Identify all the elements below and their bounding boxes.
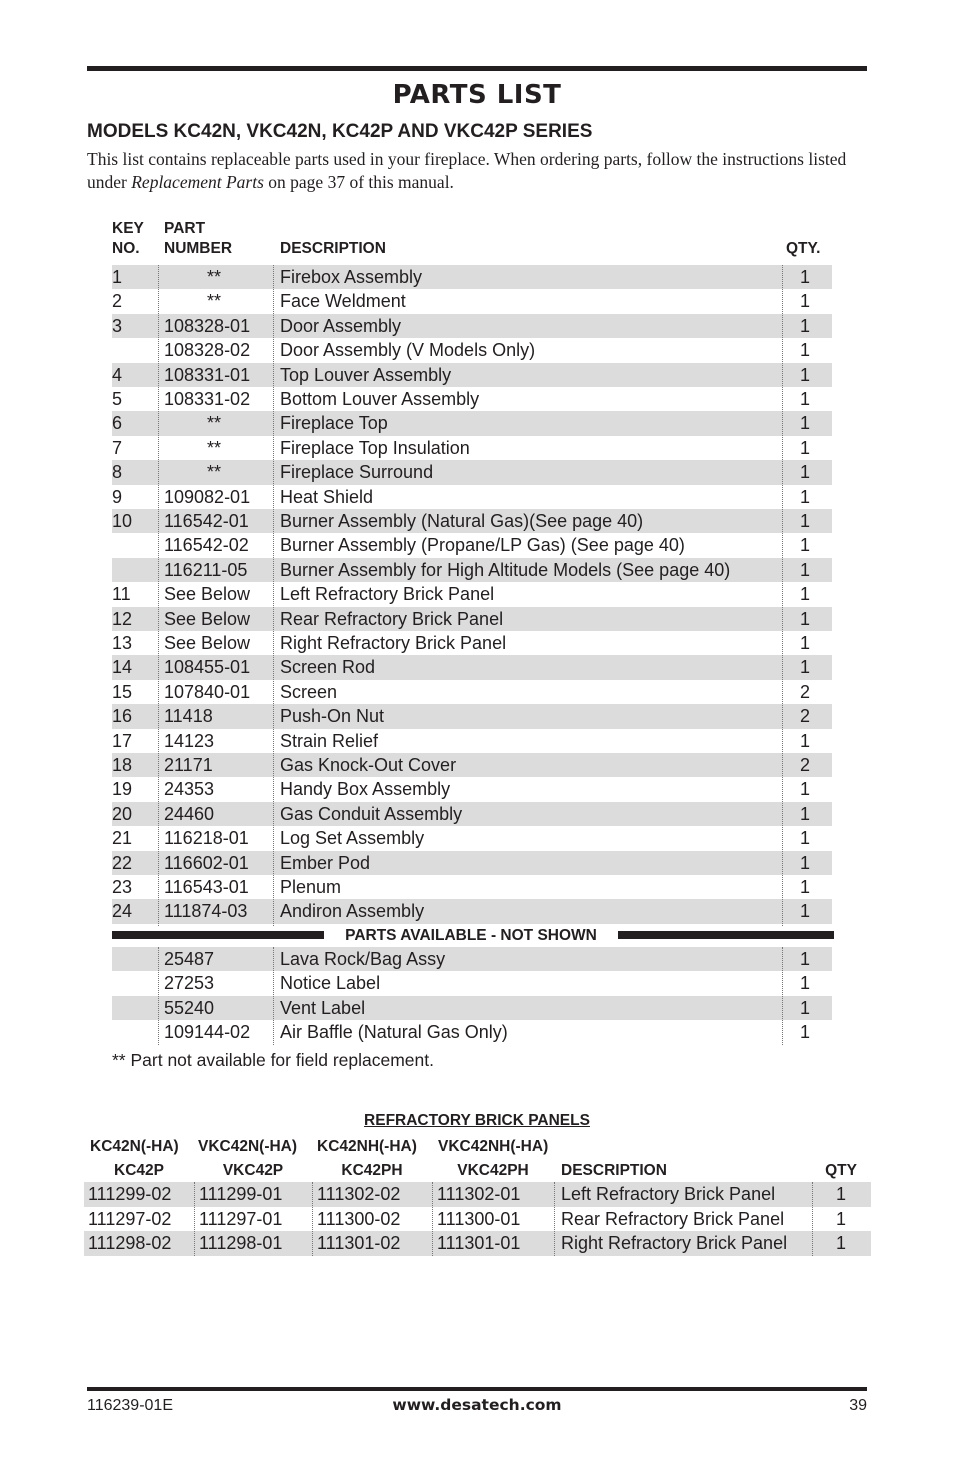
description: Strain Relief [280, 730, 379, 751]
quantity: 2 [799, 681, 810, 702]
key-number: 9 [112, 486, 123, 507]
part-number: 109082-01 [164, 486, 251, 507]
table-row [112, 265, 832, 289]
quantity: 1 [799, 730, 810, 751]
description: Heat Shield [280, 486, 374, 507]
part-number: See Below [164, 608, 251, 629]
column-divider [782, 265, 783, 926]
quantity: 1 [799, 486, 810, 507]
table-row [112, 533, 832, 557]
part-number: ** [206, 267, 221, 287]
table-row [112, 875, 832, 899]
part-number: 111302-01 [437, 1184, 521, 1204]
intro-text-end: on page 37 of this manual. [263, 172, 454, 192]
quantity: 1 [799, 559, 810, 580]
part-number: 21171 [164, 755, 213, 775]
column-divider [782, 947, 783, 1045]
part-number: 111300-01 [437, 1208, 521, 1229]
quantity: 1 [799, 267, 810, 287]
key-number: 23 [112, 877, 133, 897]
part-number: 111298-01 [199, 1233, 283, 1253]
part-number: 107840-01 [164, 681, 251, 702]
key-number: 2 [112, 291, 123, 312]
bottom-rule [87, 1387, 867, 1391]
description: Push-On Nut [280, 706, 385, 727]
table-row [84, 1182, 871, 1207]
top-rule [87, 66, 867, 71]
key-number: 16 [112, 706, 133, 727]
description: Face Weldment [280, 291, 406, 312]
part-number: 116542-02 [164, 535, 249, 556]
key-number: 15 [112, 681, 133, 702]
page-number: 39 [849, 1397, 867, 1414]
part-number: 111297-02 [88, 1208, 172, 1229]
key-number: 24 [112, 901, 133, 922]
part-number: 111298-02 [88, 1233, 172, 1253]
description: Fireplace Surround [280, 462, 434, 483]
part-number: 25487 [164, 949, 215, 969]
quantity: 1 [799, 949, 810, 969]
key-number: 21 [112, 828, 133, 849]
quantity: 2 [799, 706, 810, 727]
quantity: 1 [799, 779, 810, 800]
table-row [112, 729, 832, 753]
key-number: 1 [112, 267, 123, 287]
table-row [112, 485, 832, 509]
table-row [112, 680, 832, 704]
description: Burner Assembly (Natural Gas)(See page 40) [280, 511, 644, 531]
column-divider [312, 1182, 313, 1256]
part-number: 108331-01 [164, 364, 251, 385]
table-row [112, 802, 832, 826]
key-number: 17 [112, 730, 133, 751]
column-divider [812, 1182, 813, 1256]
quantity: 1 [799, 657, 810, 678]
brick-header-col3-line2: KC42PH [341, 1162, 403, 1179]
table-row [112, 582, 832, 606]
page-title: PARTS LIST [392, 80, 562, 110]
description: Door Assembly (V Models Only) [280, 340, 536, 361]
brick-header-description: DESCRIPTION [561, 1162, 667, 1179]
quantity: 1 [799, 828, 810, 849]
quantity: 1 [835, 1184, 846, 1204]
quantity: 1 [799, 291, 810, 312]
column-divider [273, 265, 274, 926]
description: Notice Label [280, 973, 381, 994]
description: Door Assembly [280, 315, 402, 336]
part-number: See Below [164, 633, 251, 653]
part-number: See Below [164, 584, 251, 605]
intro-paragraph [87, 148, 877, 194]
header-key-line1: KEY [112, 220, 144, 237]
quantity: 1 [799, 389, 810, 409]
table-row [112, 460, 832, 484]
table-row [112, 777, 832, 801]
table-row [112, 363, 832, 387]
part-number: ** [206, 291, 221, 312]
quantity: 1 [799, 437, 810, 458]
quantity: 1 [799, 973, 810, 994]
table-row [112, 947, 832, 971]
description: Rear Refractory Brick Panel [280, 608, 504, 629]
table-row [112, 851, 832, 875]
description: Screen Rod [280, 657, 376, 678]
quantity: 1 [799, 462, 810, 483]
quantity: 1 [799, 877, 810, 897]
table-row [112, 826, 832, 850]
description: Lava Rock/Bag Assy [280, 949, 446, 969]
key-number: 22 [112, 852, 133, 873]
description: Burner Assembly for High Altitude Models (See page 40) [280, 559, 731, 580]
quantity: 1 [835, 1233, 846, 1253]
quantity: 1 [799, 608, 810, 629]
table-row [112, 387, 832, 411]
key-number: 3 [112, 315, 123, 336]
part-number: 111300-02 [317, 1208, 401, 1229]
table-row [112, 314, 832, 338]
description: Vent Label [280, 997, 366, 1018]
quantity: 1 [799, 803, 810, 824]
intro-link-text: Replacement Parts [131, 172, 264, 192]
header-part-number [164, 219, 232, 259]
description: Handy Box Assembly [280, 779, 451, 800]
section-title: MODELS KC42N, VKC42N, KC42P AND VKC42P SERIES [87, 121, 593, 142]
description: Right Refractory Brick Panel [561, 1233, 788, 1253]
header-key-no [112, 219, 144, 259]
quantity: 2 [799, 755, 810, 775]
key-number: 18 [112, 755, 133, 775]
description: Rear Refractory Brick Panel [561, 1208, 785, 1229]
key-number: 10 [112, 511, 133, 531]
part-number: 111297-01 [199, 1208, 283, 1229]
intro-text: This list contains replaceable parts used in your fireplace. When ordering parts, follow the instructions listed under [87, 149, 847, 192]
key-number: 14 [112, 657, 133, 678]
description: Fireplace Top Insulation [280, 437, 470, 458]
table-row [112, 558, 832, 582]
quantity: 1 [799, 413, 810, 434]
part-number: 108328-02 [164, 340, 251, 361]
brick-header-col1-line1: KC42N(-HA) [90, 1138, 179, 1155]
key-number: 11 [112, 584, 131, 605]
table-row [112, 1020, 832, 1044]
header-part-line1: PART [164, 220, 206, 237]
key-number: 4 [112, 364, 123, 385]
brick-table-title: REFRACTORY BRICK PANELS [364, 1112, 590, 1129]
part-number: 11418 [164, 706, 213, 727]
key-number: 12 [112, 608, 133, 629]
description: Screen [280, 681, 338, 702]
quantity: 1 [799, 901, 810, 922]
table-row [112, 899, 832, 923]
brick-header-col3-line1: KC42NH(-HA) [317, 1138, 417, 1155]
brick-header-qty: QTY [825, 1162, 857, 1179]
part-number: 116211-05 [164, 559, 248, 580]
key-number: 7 [112, 437, 123, 458]
not-shown-bar-right [618, 931, 834, 939]
brick-header-col4-line2: VKC42PH [457, 1162, 529, 1179]
quantity: 1 [835, 1208, 846, 1229]
description: Gas Knock-Out Cover [280, 755, 457, 775]
column-divider [158, 265, 159, 926]
table-row [112, 996, 832, 1020]
quantity: 1 [799, 340, 810, 361]
description: Plenum [280, 877, 342, 897]
table-row [112, 509, 832, 533]
table-row [112, 607, 832, 631]
part-number: 27253 [164, 973, 215, 994]
brick-header-col4-line1: VKC42NH(-HA) [438, 1138, 549, 1155]
part-number: 111299-01 [199, 1184, 283, 1204]
quantity: 1 [799, 997, 810, 1018]
key-number: 13 [112, 633, 133, 653]
part-number: ** [206, 413, 221, 434]
quantity: 1 [799, 364, 810, 385]
not-shown-label: PARTS AVAILABLE - NOT SHOWN [345, 927, 597, 944]
table-row [112, 704, 832, 728]
header-description: DESCRIPTION [280, 240, 386, 257]
footnote: ** Part not available for field replacement. [112, 1050, 434, 1070]
part-number: 116602-01 [164, 852, 249, 873]
brick-header-col1-line2: KC42P [114, 1162, 164, 1179]
key-number: 8 [112, 462, 123, 483]
quantity: 1 [799, 511, 810, 531]
table-row [112, 411, 832, 435]
part-number: 111874-03 [164, 901, 248, 922]
description: Air Baffle (Natural Gas Only) [280, 1022, 508, 1043]
description: Top Louver Assembly [280, 364, 452, 385]
description: Right Refractory Brick Panel [280, 633, 507, 653]
brick-header-col2-line2: VKC42P [222, 1162, 284, 1179]
table-row [112, 289, 832, 313]
part-number: 24460 [164, 803, 215, 824]
key-number: 6 [112, 413, 123, 434]
table-row [84, 1231, 871, 1256]
table-row [112, 753, 832, 777]
key-number: 20 [112, 803, 133, 824]
description: Burner Assembly (Propane/LP Gas) (See page 40) [280, 535, 685, 556]
column-divider [273, 947, 274, 1045]
part-number: 116218-01 [164, 828, 249, 849]
part-number: 111299-02 [88, 1184, 172, 1204]
part-number: 111301-02 [317, 1233, 401, 1253]
column-divider [432, 1182, 433, 1256]
website: www.desatech.com [392, 1396, 562, 1414]
part-number: ** [206, 437, 221, 458]
part-number: 14123 [164, 730, 215, 751]
part-number: 108331-02 [164, 389, 251, 409]
description: Gas Conduit Assembly [280, 803, 463, 824]
doc-number: 116239-01E [87, 1397, 173, 1414]
table-row [112, 631, 832, 655]
key-number: 5 [112, 389, 123, 409]
quantity: 1 [799, 315, 810, 336]
header-key-line2: NO. [112, 240, 140, 257]
description: Log Set Assembly [280, 828, 425, 849]
not-shown-bar-left [112, 931, 324, 939]
part-number: 108328-01 [164, 315, 251, 336]
key-number: 19 [112, 779, 133, 800]
quantity: 1 [799, 1022, 810, 1043]
part-number: ** [206, 462, 221, 483]
column-divider [158, 947, 159, 1045]
part-number: 111301-01 [437, 1233, 521, 1253]
quantity: 1 [799, 633, 810, 653]
part-number: 55240 [164, 997, 215, 1018]
description: Left Refractory Brick Panel [561, 1184, 776, 1204]
part-number: 116542-01 [164, 511, 249, 531]
quantity: 1 [799, 584, 810, 605]
description: Firebox Assembly [280, 267, 423, 287]
description: Fireplace Top [280, 413, 388, 434]
column-divider [554, 1182, 555, 1256]
brick-header-col2-line1: VKC42N(-HA) [198, 1138, 298, 1155]
table-row [112, 655, 832, 679]
quantity: 1 [799, 852, 810, 873]
part-number: 111302-02 [317, 1184, 401, 1204]
header-part-line2: NUMBER [164, 240, 233, 257]
column-divider [194, 1182, 195, 1256]
part-number: 116543-01 [164, 877, 249, 897]
part-number: 109144-02 [164, 1022, 251, 1043]
quantity: 1 [799, 535, 810, 556]
description: Andiron Assembly [280, 901, 425, 922]
header-qty: QTY. [786, 240, 821, 257]
table-row [112, 971, 832, 995]
table-row [112, 436, 832, 460]
part-number: 108455-01 [164, 657, 251, 678]
description: Bottom Louver Assembly [280, 389, 480, 409]
table-row [112, 338, 832, 362]
description: Ember Pod [280, 852, 371, 873]
table-row [84, 1207, 871, 1232]
part-number: 24353 [164, 779, 215, 800]
description: Left Refractory Brick Panel [280, 584, 495, 605]
